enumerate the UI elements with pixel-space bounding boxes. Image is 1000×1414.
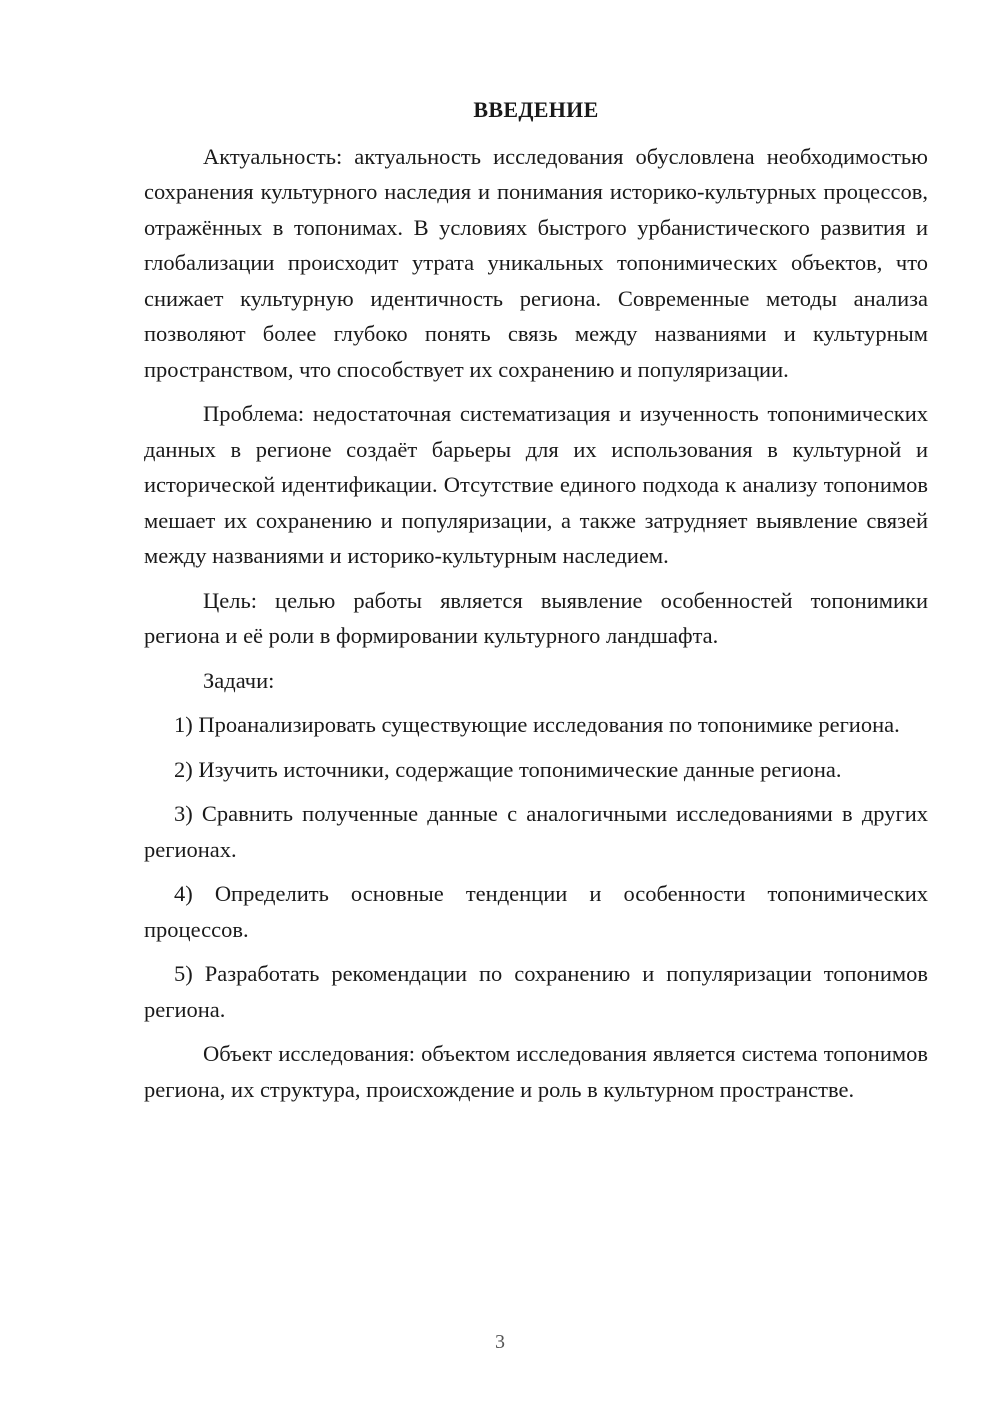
task-item: 2) Изучить источники, содержащие топонимические данные региона. [174,756,842,782]
relevance-paragraph: Актуальность: актуальность исследования обусловлена необходимостью сохранения культурного наследия и понимания историко-культурных процессов, отражённых в топонимах. В условиях быстрого урбанистического развития и глобализации происходит утрата уникальных топонимических объектов, что снижает культурную идентичность региона. Современные методы анализа позволяют более глубоко понять связь между названиями и культурным пространством, что способствует их сохранению и популяризации. [144,143,928,382]
task-item: 4) Определить основные тенденции и особенности топонимических процессов. [144,881,928,942]
page-content [144,92,928,1116]
task-item: 3) Сравнить полученные данные с аналогичными исследованиями в других регионах. [144,801,928,862]
task-item: 1) Проанализировать существующие исследования по топонимике региона. [174,712,900,737]
tasks-heading: Задачи: [203,667,275,693]
task-item: 5) Разработать рекомендации по сохранению и популяризации топонимов региона. [144,961,928,1022]
problem-paragraph: Проблема: недостаточная систематизация и изученность топонимических данных в регионе создаёт барьеры для их использования в культурной и исторической идентификации. Отсутствие единого подхода к анализу топонимов мешает их сохранению и популяризации, а также затрудняет выявление связей между названиями и историко-культурным наследием. [144,401,928,568]
object-paragraph: Объект исследования: объектом исследования является система топонимов региона, их структура, происхождение и роль в культурном пространстве. [144,1041,928,1102]
page-title: ВВЕДЕНИЕ [473,97,599,122]
page-number: 3 [495,1331,505,1353]
goal-paragraph: Цель: целью работы является выявление особенностей топонимики региона и её роли в формировании культурного ландшафта. [144,587,928,648]
